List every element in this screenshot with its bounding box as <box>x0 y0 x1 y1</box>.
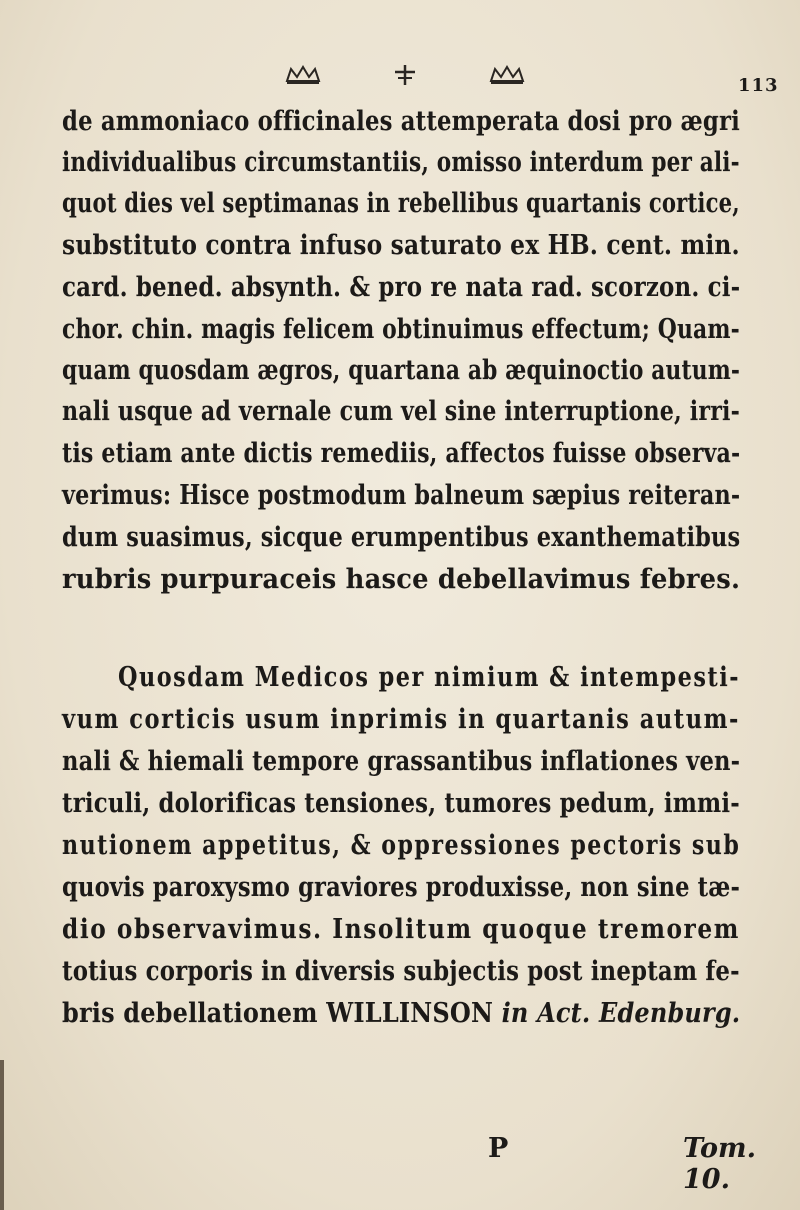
page-number: 113 <box>738 75 779 96</box>
text-line: dio observavimus. Insolitum quoque tremorem <box>62 914 740 945</box>
page-edge-shadow <box>0 1060 4 1210</box>
text-line: rubris purpuraceis hasce debellavimus febres. <box>62 564 741 595</box>
last-line-citation: in Act. Edenburg. <box>501 998 741 1029</box>
text-line: quot dies vel septimanas in rebellibus quartanis cortice, <box>62 188 740 219</box>
text-line-last <box>62 996 740 1032</box>
text-line: Quosdam Medicos per nimium & intempesti- <box>118 662 741 693</box>
text-line: quovis paroxysmo graviores produxisse, non sine tæ- <box>62 872 741 903</box>
text-line: individualibus circumstantiis, omisso interdum per ali- <box>62 147 740 178</box>
text-line: card. bened. absynth. & pro re nata rad. scorzon. ci- <box>62 272 741 303</box>
header-ornament <box>285 60 525 90</box>
text-line: vum corticis usum inprimis in quartanis autum- <box>62 704 740 735</box>
catchword: Tom. 10. <box>683 1133 756 1195</box>
ornament-crown-left-icon <box>285 65 321 85</box>
text-line: tis etiam ante dictis remediis, affectos fuisse observa- <box>62 438 741 469</box>
text-line: chor. chin. magis felicem obtinuimus effectum; Quam- <box>62 314 740 345</box>
text-line: nali usque ad vernale cum vel sine interruptione, irri- <box>62 396 741 427</box>
text-line: dum suasimus, sicque erumpentibus exanthematibus <box>62 522 741 553</box>
text-line: verimus: Hisce postmodum balneum sæpius reiteran- <box>62 480 741 511</box>
last-line-prefix: bris debellationem WILLINSON <box>62 998 494 1029</box>
signature-mark: P <box>488 1133 509 1164</box>
text-line: totius corporis in diversis subjectis post ineptam fe- <box>62 956 740 987</box>
text-line: nutionem appetitus, & oppressiones pectoris sub <box>62 830 741 861</box>
ornament-crown-right-icon <box>489 65 525 85</box>
text-line: de ammoniaco officinales attemperata dosi pro ægri <box>62 106 740 137</box>
ornament-cross-icon <box>387 65 423 85</box>
text-line: triculi, dolorificas tensiones, tumores pedum, immi- <box>62 788 740 819</box>
text-line: quam quosdam ægros, quartana ab æquinoctio autum- <box>62 355 741 386</box>
text-line: substituto contra infuso saturato ex HB. cent. min. <box>62 230 740 261</box>
text-line: nali & hiemali tempore grassantibus inflationes ven- <box>62 746 741 777</box>
